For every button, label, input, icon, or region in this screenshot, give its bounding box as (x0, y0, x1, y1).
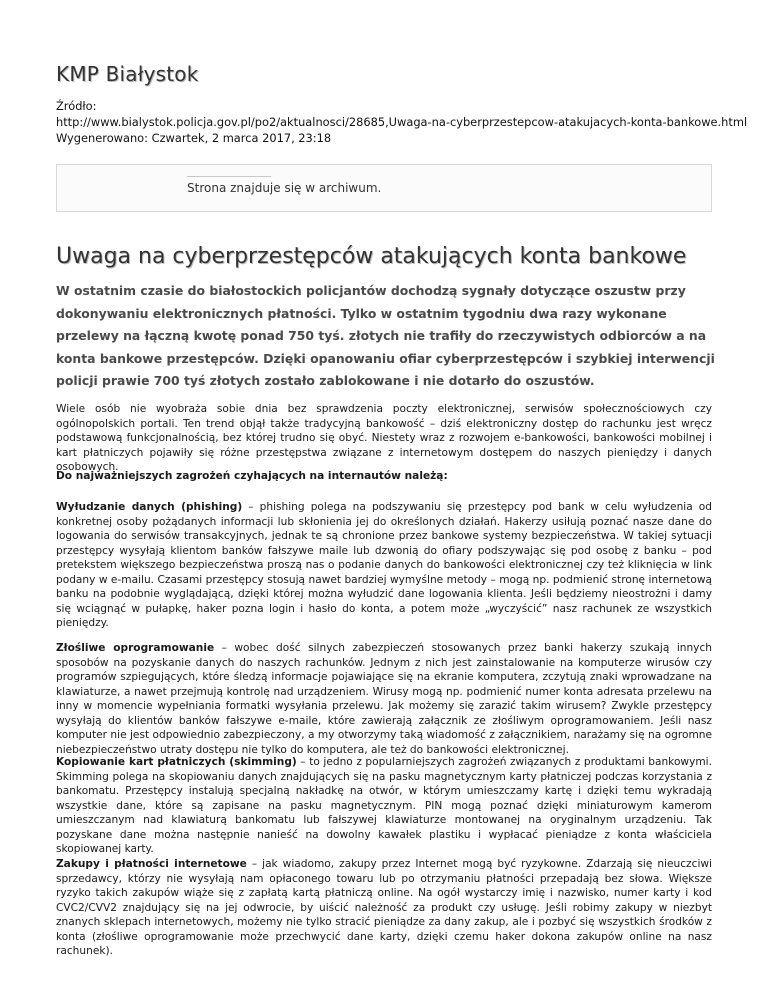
section-term: Wyłudzanie danych (phishing) (56, 501, 243, 513)
section-text: – jak wiadomo, zakupy przez Internet mogą być ryzykowne. Zdarzają się nieuczciwi sprzedawcy, którzy nie wysyłają nam opłaconego towaru lub po otrzymaniu płatności przepadają bez słowa. Większe ryzyko takich zakupów wiąże się z zapłatą kartą płatniczą online. Na ogół wystarczy imię i nazwisko, numer karty i kod CVC2/CVV2 znajdujący się na jej odwrocie, by uiścić należność za produkt czy usługę. Jeśli robimy zakupy w niezbyt znanych sklepach internetowych, możemy nie tylko stracić pieniądze za dany zakup, ale i pozbyć się wszystkich środków z konta (złośliwe oprogramowanie może przechwycić dane karty, dzięki czemu haker dokona zakupów online na nasz rachunek). (56, 858, 712, 957)
article-title: Uwaga na cyberprzestępców atakujących konta bankowe (56, 244, 687, 269)
threats-heading-text: Do najważniejszych zagrożeń czyhających na internautów należą: (56, 470, 448, 482)
section-phishing (56, 500, 712, 631)
generated-date: Wygenerowano: Czwartek, 2 marca 2017, 23:18 (56, 131, 332, 145)
article-intro: Wiele osób nie wyobraża sobie dnia bez sprawdzenia poczty elektronicznej, serwisów społecznościowych czy ogólnopolskich portali. Ten trend objął także tradycyjną bankowość – dziś elektroniczny dostęp do rachunku jest wręcz podstawową funkcjonalnością, bez której trudno się obyć. Niestety wraz z rozwojem e-bankowości, bankowości mobilnej i kart płatniczych pojawiły się różne przestępstwa związane z internetowym dostępem do naszych pieniędzy i danych osobowych. (56, 403, 712, 473)
document-meta (56, 98, 747, 146)
archive-divider (187, 176, 271, 177)
article-lead: W ostatnim czasie do białostockich policjantów dochodzą sygnały dotyczące oszustw przy dokonywaniu elektronicznych płatności. Tylko w ostatnim tygodniu dwa razy wykonane przelewy na łączną kwotę ponad 750 tyś. złotych nie trafiły do rzeczywistych odbiorców a na konta bankowe przestępców. Dzięki opanowaniu ofiar cyberprzestępców i szybkiej interwencji policji prawie 700 tyś złotych zostało zablokowane i nie dotarło do oszustów. (56, 283, 715, 388)
section-term: Złośliwe oprogramowanie (56, 642, 215, 654)
archive-text: Strona znajduje się w archiwum. (187, 181, 382, 195)
section-malware (56, 641, 712, 757)
section-text: – to jedno z popularniejszych zagrożeń związanych z produktami bankowymi. Skimming polega na skopiowaniu danych znajdujących się na pasku magnetycznym karty płatniczej podczas korzystania z bankomatu. Przestępcy instalują specjalną nakładkę na otwór, w którym umieszczamy kartę i dzięki temu wykradają wszystkie dane, które są zapisane na pasku magnetycznym. PIN mogą poznać dzięki miniaturowym kamerom umieszczanym nad klawiaturą bankomatu lub fałszywej klawiaturze montowanej na oryginalnym urządzeniu. Tak pozyskane dane można następnie nanieść na dowolny kawałek plastiku i wypłacać pieniądze z konta właściciela skopiowanej karty. (56, 756, 712, 855)
archive-notice (56, 164, 712, 212)
site-title: KMP Białystok (56, 62, 199, 86)
threats-heading (56, 469, 712, 484)
section-online-payments (56, 857, 712, 959)
section-text: – phishing polega na podszywaniu się przestępcy pod bank w celu wyłudzenia od konkretnej osoby pożądanych informacji lub skłonienia jej do określonych działań. Hakerzy usiłują poznać nasze dane do logowania do serwisów transakcyjnych, jednak te są chronione przez bankowe systemy bezpieczeństwa. W takiej sytuacji przestępcy wysyłają klientom banków fałszywe maile lub dzwonią do ofiary podszywając się pod osobę z banku – pod pretekstem większego bezpieczeństwa proszą nas o podanie danych do bankowości elektronicznej czy też kliknięcia w link podany w e-mailu. Czasami przestępcy stosują nawet bardziej wymyślne metody – mogą np. podmienić stronę internetową banku na podobnie wyglądającą, dzięki której można wyłudzić dane logowania klienta. Jeśli będziemy nieostrożni i damy się wciągnąć w pułapkę, haker pozna login i hasło do konta, a potem może „wyczyścić” nasz rachunek ze wszystkich pieniędzy. (56, 501, 712, 629)
section-term: Kopiowanie kart płatniczych (skimming) (56, 756, 297, 768)
section-skimming (56, 755, 712, 857)
section-text: – wobec dość silnych zabezpieczeń stosowanych przez banki hakerzy szukają innych sposobów na pozyskanie danych do naszych rachunków. Jednym z nich jest zainstalowanie na komputerze wirusów czy programów szpiegujących, które śledzą informacje pojawiające się na ekranie komputera, zczytują znaki wprowadzane na klawiaturze, a nawet przejmują kontrolę nad urządzeniem. Wirusy mogą np. podmienić numer konta adresata przelewu na inny w momencie wypełniania formatki wysyłania przelewu. Jak możemy się zarazić takim wirusem? Zwykle przestępcy wysyłają do klientów banków fałszywe e-maile, które zawierają załącznik ze złośliwym oprogramowaniem. Jeśli nasz komputer nie jest odpowiednio zabezpieczony, a my otworzymy taką wiadomość z załącznikiem, narażamy się na ogromne niebezpieczeństwo utraty dostępu nie tylko do komputera, ale też do bankowości elektronicznej. (56, 642, 712, 756)
source-url: http://www.bialystok.policja.gov.pl/po2/aktualnosci/28685,Uwaga-na-cyberprzestepcow-atakujacych-konta-bankowe.html (56, 115, 748, 129)
section-term: Zakupy i płatności internetowe (56, 858, 247, 870)
source-label: Źródło: (56, 99, 97, 113)
